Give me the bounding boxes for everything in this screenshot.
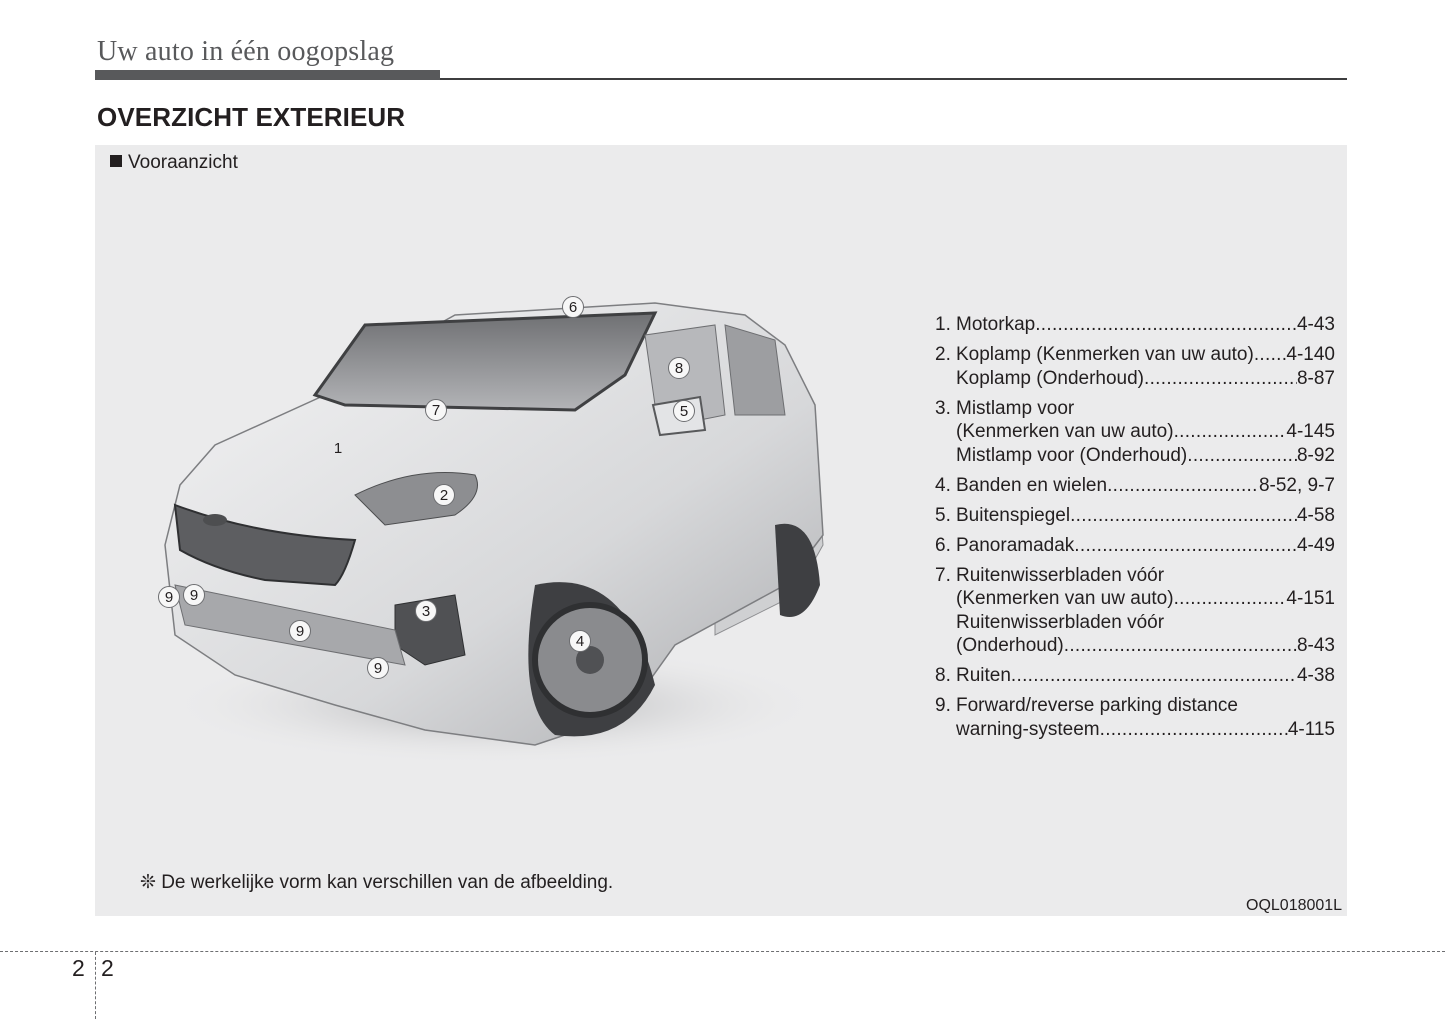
footer-page-number: 2 <box>101 955 114 981</box>
part-item-8 <box>935 664 1335 688</box>
section-title: OVERZICHT EXTERIEUR <box>97 102 406 132</box>
leader-dots <box>1011 664 1297 688</box>
leader-dots <box>1074 534 1297 558</box>
chapter-title-rule <box>440 78 1347 80</box>
part-label: Ruitenwisserbladen vóór <box>956 611 1165 633</box>
part-number: 4. <box>935 474 951 496</box>
leader-dots <box>1174 420 1287 444</box>
page-reference: 8-52, 9-7 <box>1258 474 1335 496</box>
part-item-7 <box>935 564 1335 658</box>
part-item-9 <box>935 694 1335 741</box>
page-reference: 8-92 <box>1296 444 1335 466</box>
part-number: 8. <box>935 665 951 686</box>
part-line <box>935 664 1335 688</box>
part-line <box>935 587 1335 611</box>
leader-dots <box>1174 587 1287 611</box>
part-label: warning-systeem <box>956 718 1100 740</box>
part-line <box>935 367 1335 391</box>
leader-dots <box>1070 504 1297 528</box>
part-line <box>935 564 1335 588</box>
footer-dashed-rule <box>0 951 1445 952</box>
part-number: 3. <box>935 397 951 419</box>
page-reference: 4-49 <box>1296 534 1335 556</box>
page-reference: 4-38 <box>1296 665 1335 686</box>
part-line <box>935 313 1335 337</box>
footer-chapter-number: 2 <box>72 955 85 981</box>
part-line <box>935 611 1335 635</box>
page-reference: 8-43 <box>1296 635 1335 656</box>
part-line <box>935 474 1335 498</box>
part-label: Koplamp (Onderhoud) <box>956 367 1144 389</box>
part-label: Panoramadak <box>956 534 1075 556</box>
subheading <box>110 152 238 174</box>
page-reference: 4-145 <box>1286 421 1335 442</box>
callout-3: 3 <box>415 600 437 622</box>
part-label: Motorkap <box>956 314 1036 335</box>
page-reference: 8-87 <box>1296 367 1335 389</box>
part-label: Ruiten <box>956 665 1011 686</box>
leader-dots <box>1035 313 1297 337</box>
content-panel <box>95 145 1347 916</box>
part-number: 9. <box>935 695 951 716</box>
part-line <box>935 420 1335 444</box>
part-line <box>935 694 1335 718</box>
part-line <box>935 397 1335 421</box>
subheading-label: Vooraanzicht <box>128 152 238 173</box>
square-bullet-icon <box>110 155 122 167</box>
part-number: 5. <box>935 504 951 526</box>
callout-9b: 9 <box>183 584 205 606</box>
part-label: (Onderhoud) <box>956 635 1064 656</box>
part-line <box>935 718 1335 742</box>
suv-drawing <box>155 285 875 765</box>
part-label: Forward/reverse parking distance <box>956 695 1238 716</box>
part-item-3 <box>935 397 1335 468</box>
callout-5: 5 <box>673 400 695 422</box>
callout-7: 7 <box>425 399 447 421</box>
car-illustration <box>155 285 875 765</box>
callout-4: 4 <box>569 630 591 652</box>
footer-dashed-divider <box>95 952 96 1019</box>
leader-dots <box>1100 718 1288 742</box>
page-reference: 4-115 <box>1287 718 1335 740</box>
footnote: ❊ De werkelijke vorm kan verschillen van de afbeelding. <box>140 872 614 893</box>
callout-9a: 9 <box>158 586 180 608</box>
leader-dots <box>1064 634 1297 658</box>
part-label: Mistlamp voor (Onderhoud) <box>956 444 1188 466</box>
part-line <box>935 343 1335 367</box>
part-label: Koplamp (Kenmerken van uw auto) <box>956 344 1254 365</box>
part-item-1 <box>935 313 1335 337</box>
part-label: (Kenmerken van uw auto) <box>956 421 1174 442</box>
part-number: 7. <box>935 564 951 586</box>
part-item-2 <box>935 343 1335 390</box>
part-line <box>935 534 1335 558</box>
leader-dots <box>1254 343 1287 367</box>
part-line <box>935 634 1335 658</box>
leader-dots <box>1144 367 1297 391</box>
leader-dots <box>1107 474 1259 498</box>
part-item-6 <box>935 534 1335 558</box>
leader-dots <box>1187 444 1297 468</box>
page-reference: 4-151 <box>1286 588 1335 609</box>
parts-list <box>935 313 1335 748</box>
part-number: 6. <box>935 534 951 556</box>
callout-6: 6 <box>562 296 584 318</box>
callout-9d: 9 <box>367 657 389 679</box>
part-label: (Kenmerken van uw auto) <box>956 588 1174 609</box>
part-number: 2. <box>935 344 951 365</box>
part-number: 1. <box>935 314 951 335</box>
part-item-5 <box>935 504 1335 528</box>
part-label: Banden en wielen <box>956 474 1108 496</box>
callout-8: 8 <box>668 357 690 379</box>
figure-code: OQL018001L <box>1246 897 1343 914</box>
callout-1: 1 <box>333 440 343 457</box>
chapter-title: Uw auto in één oogopslag <box>97 36 395 67</box>
part-line <box>935 504 1335 528</box>
page-reference: 4-140 <box>1286 344 1335 365</box>
part-label: Buitenspiegel <box>956 504 1071 526</box>
callout-2: 2 <box>433 484 455 506</box>
part-line <box>935 444 1335 468</box>
part-label: Mistlamp voor <box>956 397 1075 419</box>
callout-9c: 9 <box>289 620 311 642</box>
page-reference: 4-43 <box>1296 314 1335 335</box>
chapter-title-bar <box>95 70 440 80</box>
part-item-4 <box>935 474 1335 498</box>
part-label: Ruitenwisserbladen vóór <box>956 564 1165 586</box>
page-reference: 4-58 <box>1296 504 1335 526</box>
